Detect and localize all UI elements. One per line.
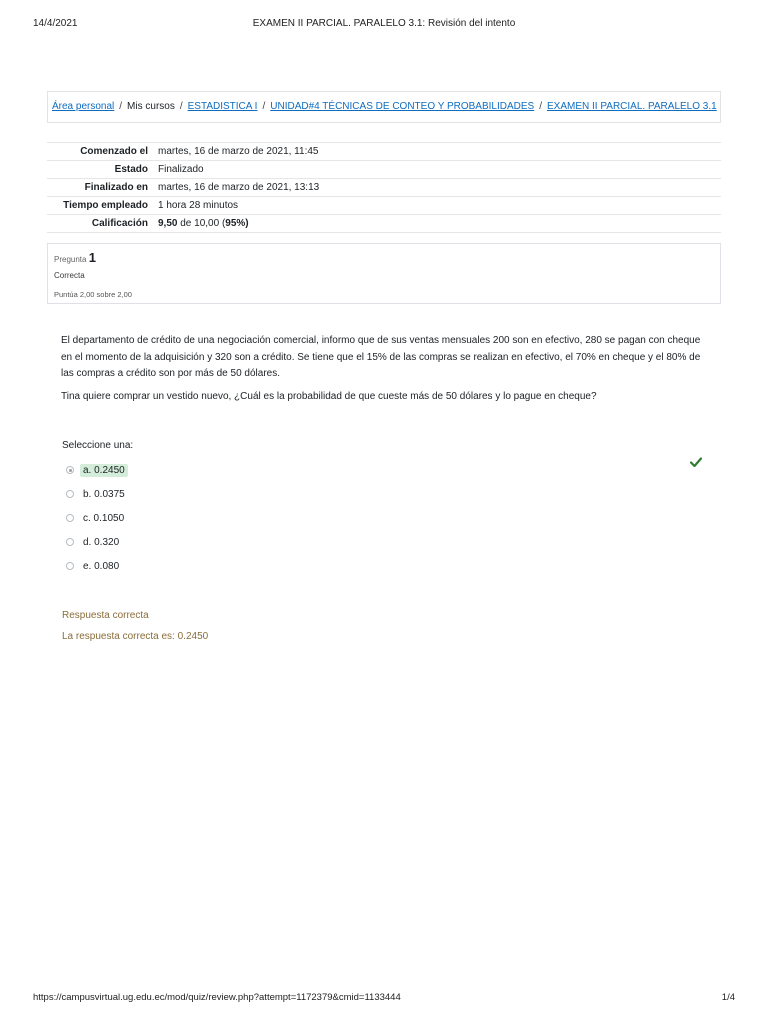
summary-row-started: [47, 143, 721, 161]
radio-button[interactable]: [66, 514, 74, 522]
summary-row-finished: [47, 179, 721, 197]
question-grade: Puntúa 2,00 sobre 2,00: [54, 290, 132, 299]
answer-option-b[interactable]: [66, 482, 716, 506]
question-feedback: [62, 608, 208, 650]
answer-prompt: Seleccione una:: [62, 440, 134, 451]
question-paragraph: Tina quiere comprar un vestido nuevo, ¿Cuál es la probabilidad de que cueste más de 50 dólares y lo pague en cheque?: [61, 390, 597, 402]
breadcrumb-separator: /: [262, 101, 266, 112]
answer-option-e[interactable]: [66, 554, 716, 578]
radio-button[interactable]: [66, 490, 74, 498]
summary-key: Calificación: [47, 215, 158, 233]
answer-label: b. 0.0375: [83, 488, 125, 500]
grade-rest: de 10,00 (: [177, 218, 226, 229]
summary-key: Comenzado el: [47, 143, 158, 161]
feedback-right-answer: La respuesta correcta es: 0.2450: [62, 631, 209, 642]
question-paragraph: El departamento de crédito de una negociación comercial, informo que de sus ventas mensuales 200 son en efectivo, 280 se pagan con cheque en el momento de la adquisición y 320 son a crédito. Se tiene que el 15% de las compras se realizan en efectivo, el 70% en cheque y el 80% de las compras a crédito son por más de 50 dólares.: [61, 335, 701, 379]
breadcrumb-area-personal[interactable]: Área personal: [52, 101, 115, 112]
breadcrumb-quiz[interactable]: EXAMEN II PARCIAL. PARALELO 3.1: [547, 101, 717, 112]
breadcrumb-mis-cursos: Mis cursos: [127, 101, 175, 112]
answer-option-c[interactable]: [66, 506, 716, 530]
summary-grade-value: [158, 215, 721, 233]
summary-row-state: [47, 161, 721, 179]
summary-value: martes, 16 de marzo de 2021, 11:45: [158, 143, 721, 161]
answer-list: [66, 458, 716, 578]
summary-key: Finalizado en: [47, 179, 158, 197]
breadcrumb-separator: /: [119, 101, 123, 112]
print-title: EXAMEN II PARCIAL. PARALELO 3.1: Revisión del intento: [252, 18, 516, 29]
question-info-box: [47, 243, 721, 304]
breadcrumb-unit[interactable]: UNIDAD#4 TÉCNICAS DE CONTEO Y PROBABILIDADES: [270, 101, 535, 112]
grade-percent: 95%: [225, 218, 246, 229]
answer-label: a. 0.2450: [80, 464, 128, 477]
summary-key: Estado: [47, 161, 158, 179]
attempt-summary-table: [47, 142, 721, 233]
answer-option-d[interactable]: [66, 530, 716, 554]
summary-row-time: [47, 197, 721, 215]
print-date: 14/4/2021: [33, 18, 78, 29]
question-label: Pregunta: [54, 255, 87, 264]
breadcrumb-separator: /: [179, 101, 183, 112]
answer-label: e. 0.080: [83, 560, 120, 572]
question-number: [54, 250, 714, 265]
summary-value: Finalizado: [158, 161, 721, 179]
breadcrumb-course[interactable]: ESTADISTICA I: [187, 101, 258, 112]
summary-row-grade: [47, 215, 721, 233]
print-page-number: 1/4: [721, 992, 735, 1003]
question-text: [61, 333, 711, 411]
radio-button[interactable]: [66, 562, 74, 570]
radio-button[interactable]: [66, 466, 74, 474]
print-url: https://campusvirtual.ug.edu.ec/mod/quiz/review.php?attempt=1172379&cmid=1133444: [33, 992, 401, 1003]
check-icon: [689, 455, 703, 469]
answer-label: d. 0.320: [83, 536, 120, 548]
breadcrumb: [47, 91, 721, 123]
answer-label: c. 0.1050: [83, 512, 125, 524]
summary-value: 1 hora 28 minutos: [158, 197, 721, 215]
feedback-result: Respuesta correcta: [62, 610, 149, 621]
answer-option-a[interactable]: [66, 458, 716, 482]
radio-button[interactable]: [66, 538, 74, 546]
grade-close: ): [245, 218, 249, 229]
summary-value: martes, 16 de marzo de 2021, 13:13: [158, 179, 721, 197]
question-state: Correcta: [54, 271, 85, 280]
breadcrumb-separator: /: [539, 101, 542, 112]
grade-score: 9,50: [158, 218, 178, 229]
question-number-value: 1: [88, 250, 96, 265]
summary-key: Tiempo empleado: [47, 197, 158, 215]
